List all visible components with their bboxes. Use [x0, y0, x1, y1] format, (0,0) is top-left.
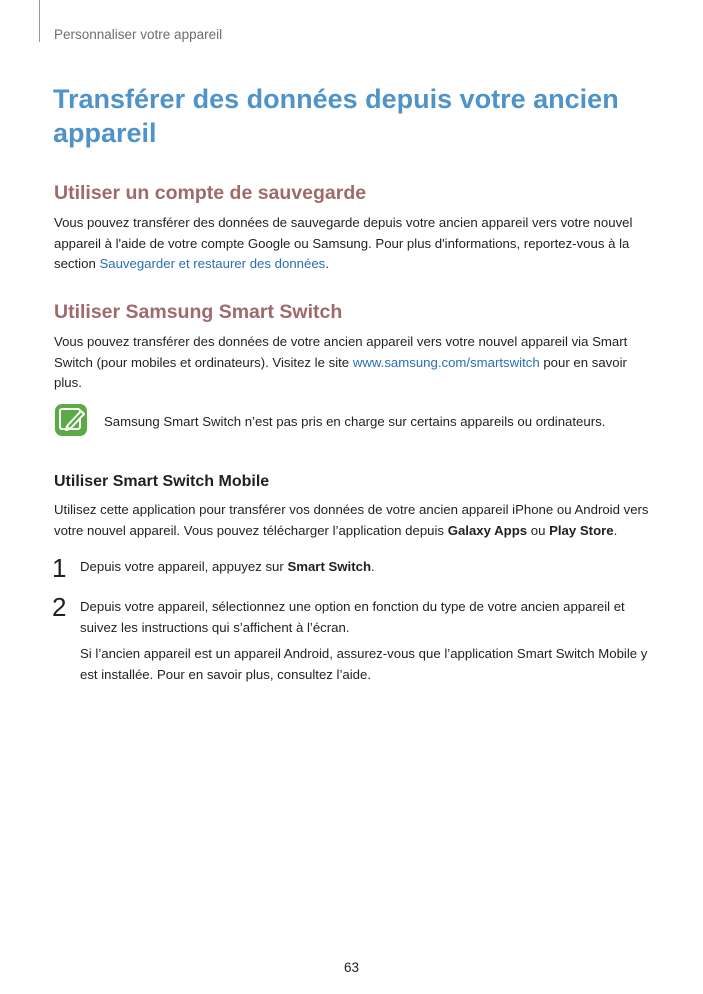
- running-header: Personnaliser votre appareil: [54, 27, 223, 42]
- step-1-text: [80, 557, 654, 578]
- paragraph-text: Vous pouvez transférer des données de votre ancien appareil vers votre nouvel appareil via Smart Switch (pour mobiles et ordinateurs). Visitez le site: [54, 334, 628, 370]
- subsection-heading-smart-switch-mobile: Utiliser Smart Switch Mobile: [54, 473, 270, 490]
- backup-restore-link[interactable]: Sauvegarder et restaurer des données: [99, 256, 326, 271]
- paragraph-end: .: [325, 256, 329, 271]
- step-number-2: 2: [52, 592, 67, 622]
- note-text: Samsung Smart Switch n’est pas pris en charge sur certains appareils ou ordinateurs.: [104, 414, 606, 429]
- paragraph-end: pour en savoir plus.: [54, 354, 627, 390]
- step-2-extra-text: Si l’ancien appareil est un appareil Android, assurez-vous que l’application Smart Switch Mobile y est installée. Pour en savoir plus, consultez l’aide.: [80, 646, 648, 682]
- margin-rule: [39, 0, 40, 42]
- step-number-1: 1: [52, 553, 67, 583]
- page-title: Transférer des données depuis votre ancien appareil: [53, 84, 619, 148]
- play-store-label: Play Store: [549, 522, 614, 538]
- section-heading-backup-account: Utiliser un compte de sauvegarde: [54, 182, 367, 204]
- section-smart-switch-paragraph: [54, 332, 650, 394]
- paragraph-text: Utilisez cette application pour transférer vos données de votre ancien appareil iPhone ou Android vers votre nouvel appareil. Vous pouvez télécharger l’application depuis: [54, 502, 649, 538]
- subsection-paragraph: [54, 500, 650, 541]
- galaxy-apps-label: Galaxy Apps: [447, 522, 528, 538]
- paragraph-end: .: [613, 522, 618, 538]
- page-number: 63: [343, 960, 360, 975]
- step-text: Depuis votre appareil, appuyez sur: [80, 559, 288, 574]
- section-heading-smart-switch: Utiliser Samsung Smart Switch: [54, 301, 343, 323]
- note-pencil-icon: [54, 403, 88, 437]
- section-backup-paragraph: [54, 213, 650, 275]
- step-2-text: Depuis votre appareil, sélectionnez une option en fonction du type de votre ancien appareil et suivez les instructions qui s’affichent à l’écran.: [80, 599, 625, 635]
- smartswitch-website-link[interactable]: www.samsung.com/smartswitch: [352, 354, 540, 370]
- step-text-end: .: [371, 559, 375, 574]
- paragraph-connector: ou: [527, 522, 550, 538]
- paragraph-text: Vous pouvez transférer des données de sauvegarde depuis votre ancien appareil vers votre nouvel appareil à l'aide de votre compte Google ou Samsung. Pour plus d'informations, reportez-vous à la section: [54, 215, 633, 271]
- smart-switch-label: Smart Switch: [287, 559, 371, 574]
